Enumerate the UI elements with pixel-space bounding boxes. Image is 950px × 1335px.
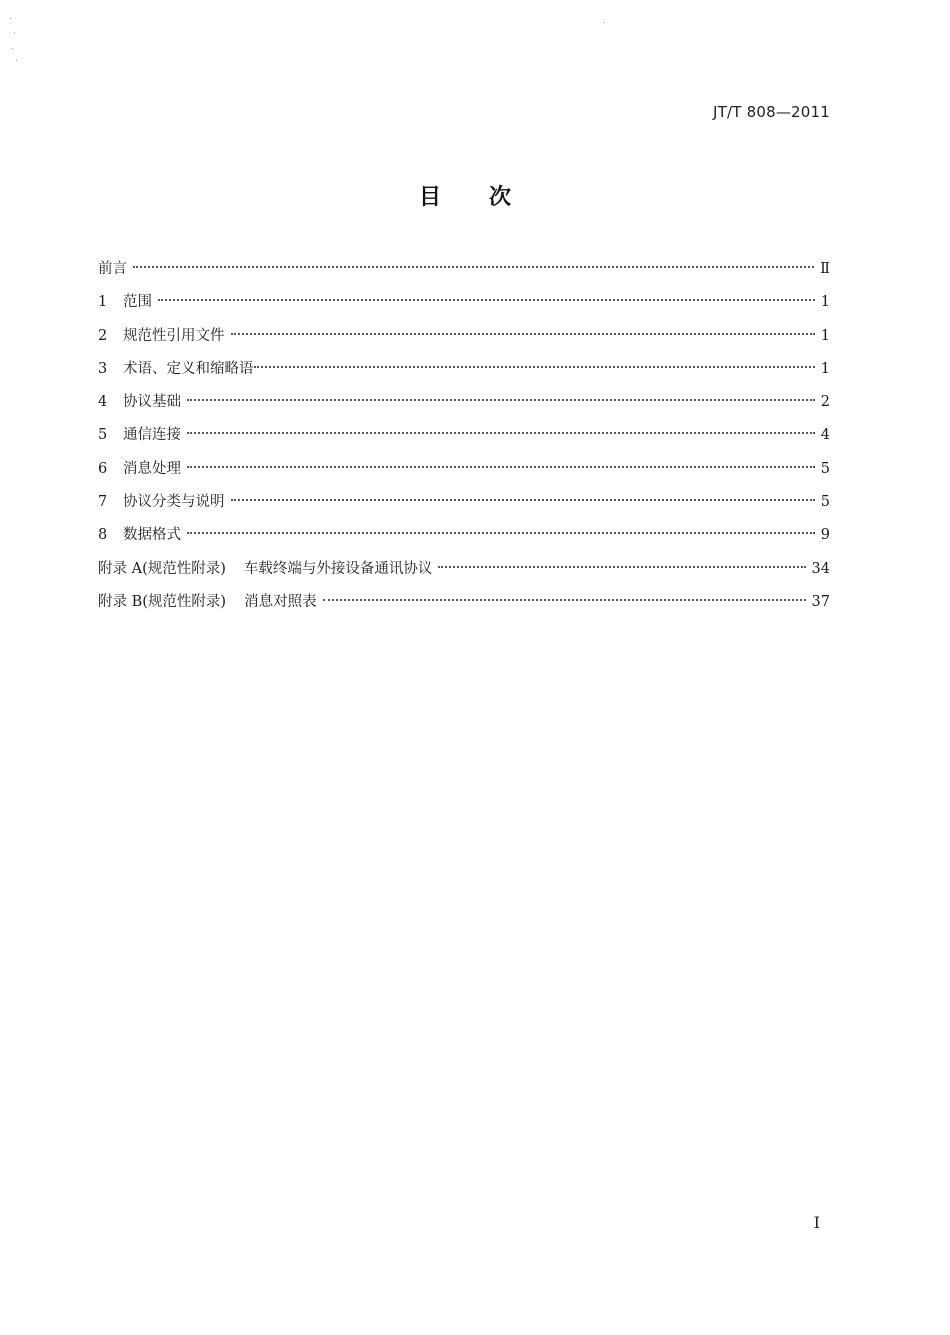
toc-entry-label: 协议分类与说明	[123, 494, 225, 511]
toc-entry-number: 1	[98, 294, 108, 311]
dot-leader	[187, 399, 815, 401]
toc-entry-7	[98, 489, 830, 522]
scan-speck	[12, 48, 13, 49]
toc-entry-page: 5	[820, 494, 830, 511]
toc-entry-number: 7	[98, 494, 108, 511]
toc-entry-page: 4	[820, 427, 830, 444]
toc-entry-label: 前言	[98, 261, 127, 277]
dot-leader	[254, 366, 815, 368]
dot-leader	[231, 333, 815, 335]
toc-entry-4	[98, 389, 830, 422]
toc-entry-label: 规范性引用文件	[123, 327, 225, 344]
toc-entry-annex-b	[98, 589, 830, 622]
toc-entry-page: 1	[820, 327, 830, 344]
toc-entry-page: 34	[811, 560, 830, 577]
page-number: I	[813, 1213, 820, 1232]
toc-entry-3	[98, 356, 830, 389]
dot-leader	[133, 266, 814, 268]
dot-leader	[187, 532, 815, 534]
toc-entry-number: 5	[98, 427, 108, 444]
toc-entry-page: 5	[820, 460, 830, 477]
toc-entry-number: 8	[98, 527, 108, 544]
dot-leader	[187, 432, 815, 434]
dot-leader	[438, 566, 805, 568]
toc-entry-annex-a	[98, 556, 830, 589]
toc-entry-page: 2	[820, 394, 830, 411]
dot-leader	[323, 599, 806, 601]
toc-entry-number: 3	[98, 360, 108, 377]
scan-speck	[604, 22, 605, 23]
scan-speck	[16, 60, 17, 61]
toc-entry-foreword	[98, 256, 830, 289]
toc-entry-label: 数据格式	[123, 527, 181, 544]
toc-entry-number: 4	[98, 394, 108, 411]
toc-entry-annex-title: 车载终端与外接设备通讯协议	[243, 560, 433, 577]
toc-entry-1	[98, 289, 830, 322]
toc-entry-number: 6	[98, 460, 108, 477]
toc-entry-5	[98, 422, 830, 455]
toc-entry-label: 附录 B(规范性附录)	[98, 593, 227, 610]
toc-entry-page: 1	[820, 360, 830, 377]
toc-entry-label: 通信连接	[123, 427, 181, 444]
toc-entry-label: 术语、定义和缩略语	[123, 360, 254, 377]
toc-entry-page: 37	[811, 593, 830, 610]
toc-entry-8	[98, 522, 830, 555]
toc-entry-2	[98, 323, 830, 356]
toc-entry-annex-title: 消息对照表	[244, 593, 317, 610]
page-title: 目次	[418, 185, 559, 210]
toc-entry-label: 消息处理	[123, 460, 181, 477]
toc-entry-page: 9	[820, 527, 830, 544]
toc-entry-page: Ⅱ	[820, 261, 830, 277]
toc-entry-label: 范围	[123, 294, 152, 311]
dot-leader	[231, 499, 815, 501]
scan-speck	[14, 32, 15, 33]
scan-speck	[10, 18, 11, 19]
toc-entry-number: 2	[98, 327, 108, 344]
dot-leader	[158, 299, 815, 301]
standard-code: JT/T 808—2011	[713, 103, 830, 121]
toc-entry-label: 协议基础	[123, 394, 181, 411]
dot-leader	[187, 466, 815, 468]
toc-entry-label: 附录 A(规范性附录)	[98, 560, 226, 577]
toc-entry-page: 1	[820, 294, 830, 311]
toc-entry-6	[98, 456, 830, 489]
table-of-contents	[98, 256, 830, 622]
